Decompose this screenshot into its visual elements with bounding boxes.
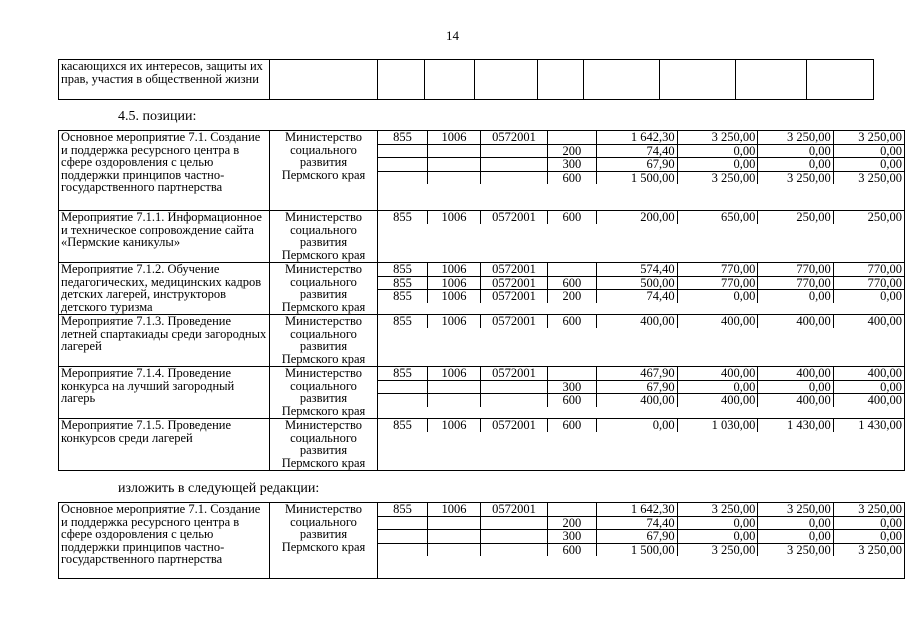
value-cell-b: 1006 — [427, 315, 480, 328]
value-cell-v2: 400,00 — [677, 394, 758, 407]
value-cell-c — [481, 530, 548, 544]
value-cell-v2: 1 030,00 — [677, 419, 758, 432]
value-cell-a: 855 — [378, 276, 427, 290]
value-cell-v2: 0,00 — [677, 380, 758, 394]
ministry-cell: Министерство социального развития Пермского края — [270, 419, 378, 471]
value-cell-v1: 74,40 — [596, 144, 677, 158]
value-cell-b: 1006 — [427, 419, 480, 432]
value-cell-v4: 770,00 — [833, 263, 904, 276]
value-line — [378, 516, 904, 530]
value-cell-b: 1006 — [427, 211, 480, 224]
values-grid — [378, 131, 905, 211]
value-line — [378, 211, 904, 224]
value-cell-v1: 74,40 — [596, 290, 677, 303]
activity-name: Мероприятие 7.1.2. Обучение педагогических, медицинских кадров детских лагерей, инструкторов детского туризма — [59, 263, 270, 315]
value-cell-v3: 3 250,00 — [758, 503, 833, 516]
value-cell-d — [547, 263, 596, 276]
value-cell-v1: 574,40 — [596, 263, 677, 276]
value-cell-a — [378, 171, 427, 184]
activity-name: Основное мероприятие 7.1. Создание и поддержка ресурсного центра в сфере оздоровления с целью поддержки принципов частно-государственного партнерства — [59, 131, 270, 211]
positions-table — [58, 130, 905, 471]
ministry-cell: Министерство социального развития Пермского края — [270, 367, 378, 419]
value-cell-a — [378, 516, 427, 530]
value-cell-v3: 3 250,00 — [758, 543, 833, 556]
value-line — [378, 503, 904, 516]
value-cell-v2: 0,00 — [677, 516, 758, 530]
value-cell-v3: 0,00 — [758, 516, 833, 530]
value-cell-b — [427, 158, 480, 172]
value-cell-v1: 500,00 — [596, 276, 677, 290]
value-cell-v3: 770,00 — [758, 276, 833, 290]
value-cell-c: 0572001 — [481, 315, 548, 328]
value-cell-c — [481, 158, 548, 172]
value-cell-d: 600 — [547, 315, 596, 328]
value-cell-d — [547, 367, 596, 380]
value-cell-a: 855 — [378, 367, 427, 380]
value-cell-c: 0572001 — [481, 276, 548, 290]
top-fragment-table — [58, 59, 874, 100]
value-cell-v4: 0,00 — [833, 158, 904, 172]
value-cell-v2: 3 250,00 — [677, 543, 758, 556]
value-cell-d: 600 — [547, 276, 596, 290]
ministry-cell: Министерство социального развития Пермского края — [270, 131, 378, 211]
value-cell-v4: 400,00 — [867, 315, 902, 328]
value-cell-b — [427, 144, 480, 158]
value-cell-v4: 0,00 — [833, 516, 904, 530]
value-cell-v2: 400,00 — [677, 367, 758, 380]
value-cell-c: 0572001 — [481, 503, 548, 516]
value-cell-c — [481, 394, 548, 407]
value-cell-b — [427, 171, 480, 184]
value-cell-v3: 0,00 — [758, 144, 833, 158]
value-cell-c — [481, 380, 548, 394]
value-cell-b: 1006 — [427, 276, 480, 290]
new-edition-table — [58, 502, 905, 579]
value-cell-v3: 0,00 — [758, 380, 833, 394]
value-cell-v3: 400,00 — [758, 315, 833, 328]
table-row — [59, 263, 905, 315]
value-cell-v3: 3 250,00 — [758, 131, 833, 144]
value-cell-v3: 3 250,00 — [758, 171, 833, 184]
values-grid — [378, 263, 905, 315]
value-cell-v2: 3 250,00 — [677, 503, 758, 516]
value-cell-d: 200 — [547, 516, 596, 530]
table-row — [59, 503, 905, 579]
ministry-cell: Министерство социального развития Пермского края — [270, 263, 378, 315]
activity-name: Мероприятие 7.1.5. Проведение конкурсов среди лагерей — [59, 419, 270, 471]
values-grid — [378, 367, 905, 419]
value-cell-v4: 400,00 — [833, 367, 904, 380]
value-cell-v4: 3 250,00 — [858, 543, 902, 556]
value-cell-v1: 467,90 — [596, 367, 677, 380]
value-cell-v2: 770,00 — [677, 263, 758, 276]
value-cell-v4: 0,00 — [880, 289, 902, 303]
section-heading: 4.5. позиции: — [118, 109, 197, 124]
value-cell-b — [427, 516, 480, 530]
value-cell-v1: 1 500,00 — [596, 171, 677, 184]
table-row — [59, 419, 905, 471]
value-cell-c — [481, 543, 548, 556]
value-cell-c: 0572001 — [481, 419, 548, 432]
values-grid — [378, 419, 905, 471]
value-cell-c: 0572001 — [481, 290, 548, 303]
value-cell-d — [547, 131, 596, 144]
values-grid — [378, 315, 905, 367]
value-line — [378, 394, 904, 407]
value-cell-c: 0572001 — [481, 263, 548, 276]
value-line — [378, 315, 904, 328]
table-row — [59, 131, 905, 211]
value-cell-v2: 400,00 — [677, 315, 758, 328]
value-cell-a: 855 — [378, 290, 427, 303]
value-cell-v1: 400,00 — [596, 394, 677, 407]
value-line — [378, 263, 904, 276]
value-cell-v3: 0,00 — [758, 158, 833, 172]
value-cell-d: 600 — [547, 419, 596, 432]
value-cell-v1: 1 642,30 — [596, 131, 677, 144]
value-cell-v4: 0,00 — [833, 144, 904, 158]
ministry-cell: Министерство социального развития Пермского края — [270, 211, 378, 263]
value-cell-c: 0572001 — [481, 211, 548, 224]
value-cell-a: 855 — [378, 263, 427, 276]
value-cell-a — [378, 530, 427, 544]
value-cell-a: 855 — [378, 315, 427, 328]
value-cell-a — [378, 394, 427, 407]
value-cell-v3: 400,00 — [758, 367, 833, 380]
value-cell-v1: 67,90 — [596, 530, 677, 544]
ministry-cell: Министерство социального развития Пермского края — [270, 503, 378, 579]
value-cell-v4: 3 250,00 — [858, 171, 902, 184]
value-cell-v2: 3 250,00 — [677, 131, 758, 144]
table-row — [59, 211, 905, 263]
value-cell-v1: 200,00 — [596, 211, 677, 224]
value-cell-d: 600 — [547, 211, 596, 224]
value-line — [378, 543, 904, 556]
value-cell-d — [547, 503, 596, 516]
value-cell-v1: 1 500,00 — [596, 543, 677, 556]
replace-heading: изложить в следующей редакции: — [118, 481, 320, 496]
value-cell-v1: 67,90 — [596, 380, 677, 394]
value-cell-v4: 400,00 — [867, 393, 902, 407]
value-cell-b — [427, 543, 480, 556]
value-cell-d: 300 — [547, 158, 596, 172]
value-cell-v4: 0,00 — [833, 380, 904, 394]
value-cell-v1: 1 642,30 — [596, 503, 677, 516]
value-cell-d: 200 — [547, 144, 596, 158]
value-cell-d: 300 — [547, 530, 596, 544]
table-row — [59, 315, 905, 367]
value-cell-a: 855 — [378, 419, 427, 432]
value-cell-b — [427, 530, 480, 544]
value-cell-d: 300 — [547, 380, 596, 394]
value-cell-v1: 67,90 — [596, 158, 677, 172]
value-cell-v4: 0,00 — [833, 530, 904, 544]
table-row — [59, 367, 905, 419]
value-cell-a — [378, 144, 427, 158]
value-cell-d: 600 — [547, 394, 596, 407]
top-fragment-text: касающихся их интересов, защиты их прав, участия в общественной жизни — [59, 60, 270, 100]
value-cell-b — [427, 380, 480, 394]
value-cell-c: 0572001 — [481, 131, 548, 144]
value-cell-v3: 1 430,00 — [758, 419, 833, 432]
values-grid — [378, 503, 905, 579]
value-cell-v2: 770,00 — [677, 276, 758, 290]
value-cell-v2: 0,00 — [677, 158, 758, 172]
value-cell-v1: 0,00 — [596, 419, 677, 432]
value-cell-d: 200 — [547, 290, 596, 303]
activity-name: Мероприятие 7.1.3. Проведение летней спартакиады среди загородных лагерей — [59, 315, 270, 367]
value-cell-c: 0572001 — [481, 367, 548, 380]
value-cell-v2: 0,00 — [677, 144, 758, 158]
activity-name: Мероприятие 7.1.1. Информационное и техническое сопровождение сайта «Пермские каникулы» — [59, 211, 270, 263]
value-cell-v2: 0,00 — [677, 530, 758, 544]
value-line — [378, 158, 904, 172]
value-cell-v3: 770,00 — [758, 263, 833, 276]
value-line — [378, 419, 904, 432]
value-cell-v4: 3 250,00 — [833, 131, 904, 144]
value-line — [378, 367, 904, 380]
activity-name: Мероприятие 7.1.4. Проведение конкурса на лучший загородный лагерь — [59, 367, 270, 419]
value-line — [378, 290, 904, 303]
value-cell-a — [378, 158, 427, 172]
value-cell-v3: 0,00 — [758, 290, 833, 303]
value-cell-v4: 3 250,00 — [833, 503, 904, 516]
value-cell-c — [481, 144, 548, 158]
value-cell-d: 600 — [547, 171, 596, 184]
value-cell-b: 1006 — [427, 131, 480, 144]
value-line — [378, 530, 904, 544]
value-cell-a: 855 — [378, 131, 427, 144]
value-cell-d: 600 — [547, 543, 596, 556]
page-number: 14 — [446, 28, 459, 43]
value-cell-v2: 0,00 — [677, 290, 758, 303]
value-cell-v3: 400,00 — [758, 394, 833, 407]
value-cell-c — [481, 171, 548, 184]
ministry-cell: Министерство социального развития Пермского края — [270, 315, 378, 367]
value-line — [378, 131, 904, 144]
value-cell-v3: 250,00 — [758, 211, 833, 224]
value-cell-v2: 3 250,00 — [677, 171, 758, 184]
value-cell-v1: 74,40 — [596, 516, 677, 530]
value-cell-c — [481, 516, 548, 530]
value-cell-b: 1006 — [427, 263, 480, 276]
activity-name: Основное мероприятие 7.1. Создание и поддержка ресурсного центра в сфере оздоровления с целью поддержки принципов частно-государственного партнерства — [59, 503, 270, 579]
value-cell-v4: 1 430,00 — [858, 419, 902, 432]
value-cell-v4: 770,00 — [833, 276, 904, 290]
value-cell-a — [378, 380, 427, 394]
value-cell-a: 855 — [378, 503, 427, 516]
value-cell-b: 1006 — [427, 367, 480, 380]
value-cell-b — [427, 394, 480, 407]
value-cell-v3: 0,00 — [758, 530, 833, 544]
value-cell-a: 855 — [378, 211, 427, 224]
value-line — [378, 171, 904, 184]
value-cell-v4: 250,00 — [867, 211, 902, 224]
value-line — [378, 144, 904, 158]
values-grid — [378, 211, 905, 263]
value-line — [378, 276, 904, 290]
value-line — [378, 380, 904, 394]
value-cell-b: 1006 — [427, 503, 480, 516]
value-cell-v2: 650,00 — [677, 211, 758, 224]
value-cell-v1: 400,00 — [596, 315, 677, 328]
value-cell-a — [378, 543, 427, 556]
value-cell-b: 1006 — [427, 290, 480, 303]
